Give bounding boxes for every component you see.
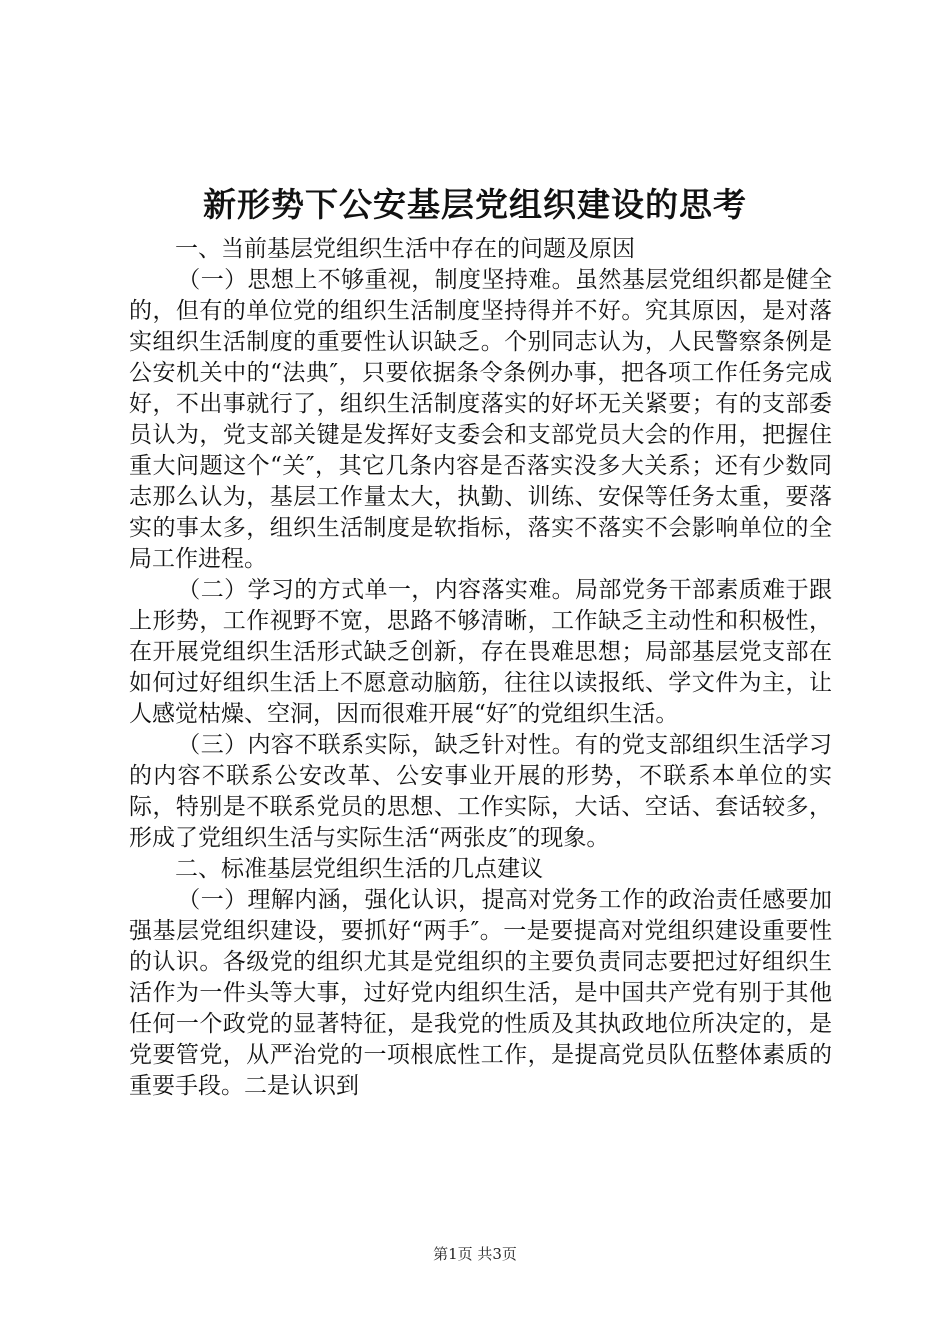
section-heading-1: 一、当前基层党组织生活中存在的问题及原因 — [175, 236, 635, 262]
paragraph: （一）理解内涵，强化认识，提高对党务工作的政治责任感要加强基层党组织建设，要抓好“两手″。一是要提高对党组织建设重要性的认识。各级党的组织尤其是党组织的主要负责同志要把过好组织生活作为一件头等大事，过好党内组织生活，是中国共产党有别于其他任何一个政党的显著特征，是我党的性质及其执政地位所决定的，是党要管党，从严治党的一项根底性工作，是提高党员队伍整体素质的重要手段。二是认识到 — [129, 887, 832, 1099]
document-title: 新形势下公安基层党组织建设的思考 — [203, 185, 747, 224]
page-number: 第1页 共3页 — [433, 1245, 517, 1263]
section-heading-2: 二、标准基层党组织生活的几点建议 — [175, 856, 543, 882]
paragraph: （一）思想上不够重视，制度坚持难。虽然基层党组织都是健全的，但有的单位党的组织生活制度坚持得并不好。究其原因，是对落实组织生活制度的重要性认识缺乏。个别同志认为，人民警察条例是公安机关中的“法典″，只要依据条令条例办事，把各项工作任务完成好，不出事就行了，组织生活制度落实的好坏无关紧要；有的支部委员认为，党支部关键是发挥好支委会和支部党员大会的作用，把握住重大问题这个“关″，其它几条内容是否落实没多大关系；还有少数同志那么认为，基层工作量太大，执勤、训练、安保等任务太重，要落实的事太多，组织生活制度是软指标，落实不落实不会影响单位的全局工作进程。 — [129, 267, 832, 572]
paragraph: （三）内容不联系实际，缺乏针对性。有的党支部组织生活学习的内容不联系公安改革、公安事业开展的形势，不联系本单位的实际，特别是不联系党员的思想、工作实际，大话、空话、套话较多，形成了党组织生活与实际生活“两张皮″的现象。 — [129, 732, 832, 851]
document-body — [129, 234, 832, 1102]
paragraph: （二）学习的方式单一，内容落实难。局部党务干部素质难于跟上形势，工作视野不宽，思路不够清晰，工作缺乏主动性和积极性，在开展党组织生活形式缺乏创新，存在畏难思想；局部基层党支部在如何过好组织生活上不愿意动脑筋，往往以读报纸、学文件为主，让人感觉枯燥、空洞，因而很难开展“好″的党组织生活。 — [129, 577, 832, 727]
